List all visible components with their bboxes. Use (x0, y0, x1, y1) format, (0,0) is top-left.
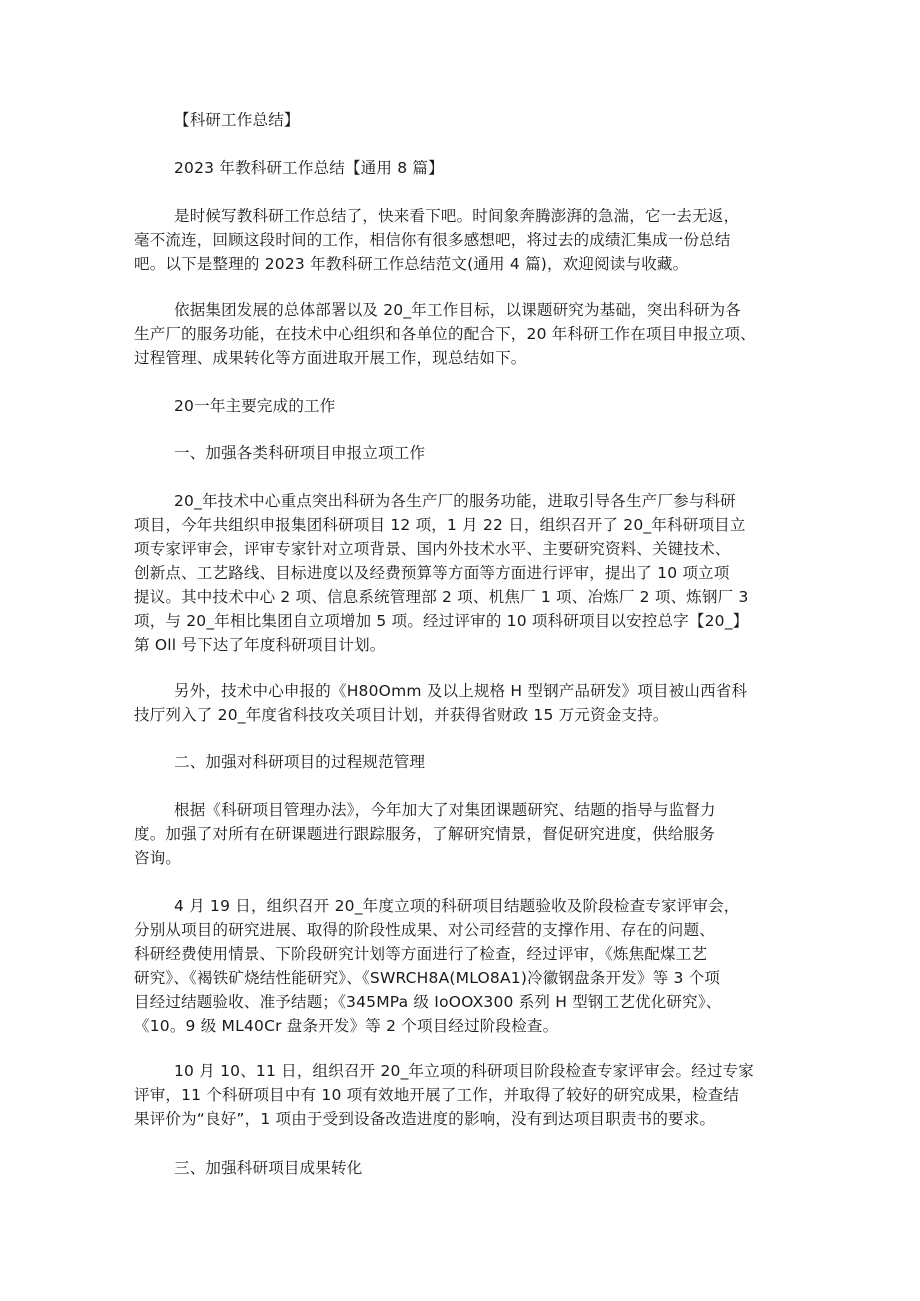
project-application-paragraph: 20_年技术中心重点突出科研为各生产厂的服务功能，进取引导各生产厂参与科研 项目，今年共组织申报集团科研项目 12 项，1 月 22 日，组织召开了 20_年科研项目立 项专家评审会，评审专家针对立项背景、国内外技术水平、主要研究资料、关键技术、 创新点、工艺路线、目标进度以及经费预算等方面等方面进行评审，提出了 10 项立项 提议。其中技术中心 2 项、信息系统管理部 2 项、机焦厂 1 项、冶炼厂 2 项、炼钢厂 3 项，与 20_年相比集团自立项增加 5 项。经过评审的 10 项科研项目以安控总字【20_】 第 Oll 号下达了年度科研项目计划。 (134, 492, 749, 654)
main-work-heading: 20一年主要完成的工作 (174, 397, 336, 415)
provincial-project-paragraph: 另外，技术中心申报的《H80Omm 及以上规格 H 型钢产品研发》项目被山西省科 技厅列入了 20_年度省科技攻关项目计划，并获得省财政 15 万元资金支持。 (134, 682, 748, 724)
section-3-title: 三、加强科研项目成果转化 (174, 1159, 363, 1177)
october-review-paragraph: 10 月 10、11 日，组织召开 20_年立项的科研项目阶段检查专家评审会。经过专家 评审，11 个科研项目中有 10 项有效地开展了工作，并取得了较好的研究成果，检查结 果评价为“良好”，1 项由于受到设备改造进度的影响，没有到达项目职责书的要求。 (134, 1062, 754, 1128)
document-subtitle: 2023 年教科研工作总结【通用 8 篇】 (174, 159, 444, 177)
section-2-title: 二、加强对科研项目的过程规范管理 (174, 753, 426, 771)
tag-title: 【科研工作总结】 (174, 111, 300, 129)
april-review-paragraph: 4 月 19 日，组织召开 20_年度立项的科研项目结题验收及阶段检查专家评审会， 分别从项目的研究进展、取得的阶段性成果、对公司经营的支撑作用、存在的问题、 科研经费使用情景、下阶段研究计划等方面进行了检查，经过评审，《炼焦配煤工艺 研究》、《褐铁矿烧结性能研究》、《SWRCH8A(MLO8A1)冷徽钢盘条开发》等 3 个项 目经过结题验收、准予结题；《345MPa 级 IoOOX300 系列 H 型钢工艺优化研究》、 《10。9 级 ML40Cr 盘条开发》等 2 个项目经过阶段检查。 (134, 897, 740, 1035)
intro-paragraph: 是时候写教科研工作总结了，快来看下吧。时间象奔腾澎湃的急湍，它一去无返， 毫不流连，回顾这段时间的工作，相信你有很多感想吧，将过去的成绩汇集成一份总结 吧。以下是整理的 2023 年教科研工作总结范文(通用 4 篇)，欢迎阅读与收藏。 (134, 207, 740, 273)
section-1-title: 一、加强各类科研项目申报立项工作 (174, 444, 426, 462)
management-paragraph: 根据《科研项目管理办法》，今年加大了对集团课题研究、结题的指导与监督力 度。加强了对所有在研课题进行跟踪服务，了解研究情景，督促研究进度，供给服务 咨询。 (134, 801, 716, 867)
overview-paragraph: 依据集团发展的总体部署以及 20_年工作目标，以课题研究为基础，突出科研为各 生产厂的服务功能，在技术中心组织和各单位的配合下，20 年科研工作在项目申报立项、 过程管理、成果转化等方面进取开展工作，现总结如下。 (134, 301, 756, 367)
